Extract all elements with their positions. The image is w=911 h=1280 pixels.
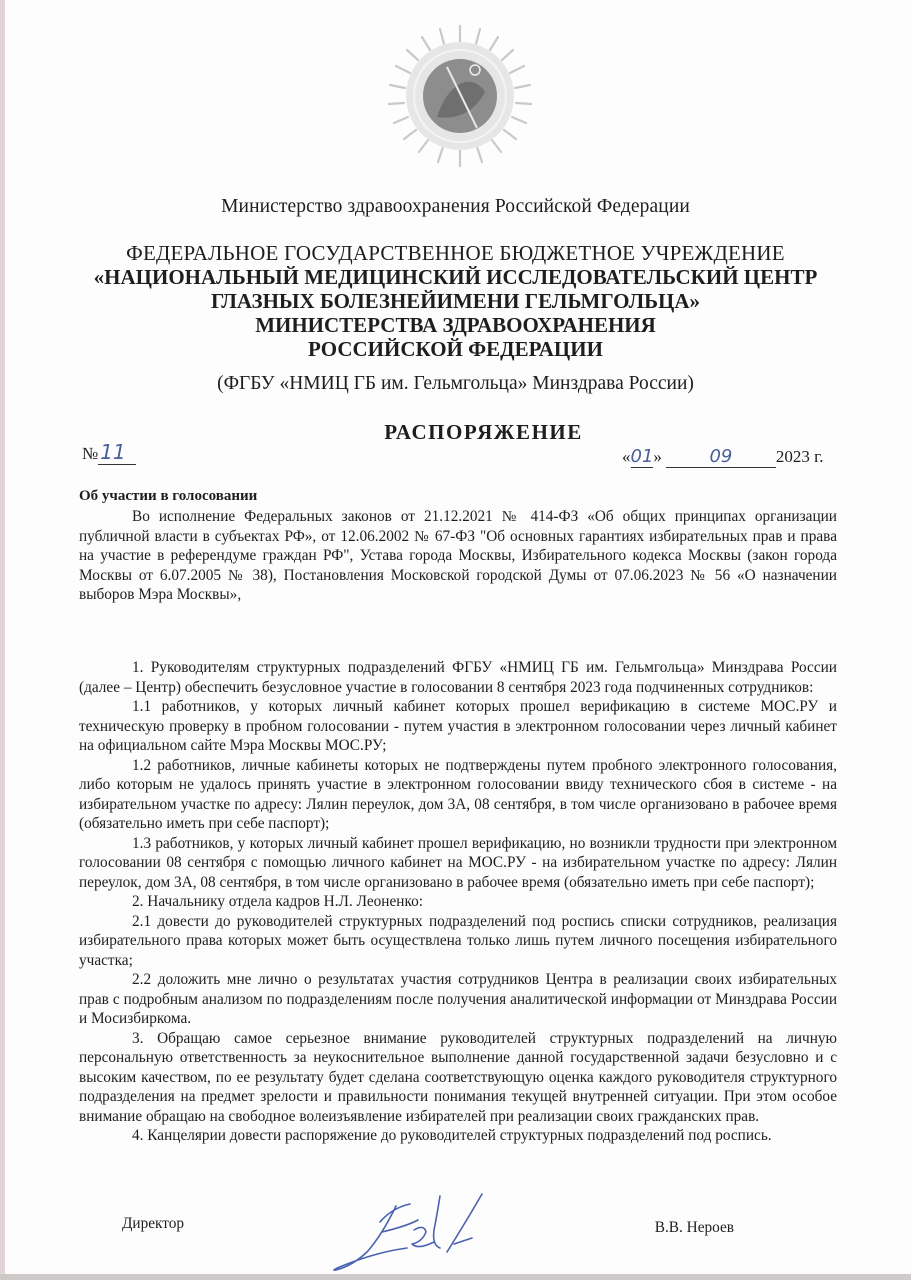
item-1-2: 1.2 работников, личные кабинеты которых не подтверждены путем пробного электронного голосования, либо которым не удалось принять участие в электронном голосовании ввиду технического сбоя в системе - на избирательном участке по адресу: Лялин переулок, дом 3А, 08 сентября, в том числе организовано в рабочее время (обязательно иметь при себе паспорт); [79,756,837,832]
ministry-name: Министерство здравоохранения Российской Федерации [221,196,690,217]
organization-line-3: ГЛАЗНЫХ БОЛЕЗНЕЙИМЕНИ ГЕЛЬМГОЛЬЦА» [211,289,700,313]
document-type-title: РАСПОРЯЖЕНИЕ [384,420,583,444]
date-year: 2023 г. [775,447,824,466]
organization-line-4: МИНИСТЕРСТВА ЗДРАВООХРАНЕНИЯ [255,313,656,337]
document-preamble [79,507,837,605]
item-2-1: 2.1 довести до руководителей структурных подразделений под роспись списки сотрудников, реализация избирательного права которых может быть осуществлена только лишь путем личного посещения избирательного участка; [79,912,837,969]
item-2-2: 2.2 доложить мне лично о результатах участия сотрудников Центра в реализации своих избирательных прав с подробным анализом по подразделениям после получения аналитической информации от Минздрава России и Мосизбиркома. [79,971,837,1027]
preamble-paragraph: Во исполнение Федеральных законов от 21.12.2021 № 414-ФЗ «Об общих принципах организации публичной власти в субъектах РФ», от 12.06.2002 № 67-ФЗ "Об основных гарантиях избирательных прав и права на участие в референдуме граждан РФ", Устава города Москвы, Избирательного кодекса Москвы (закон города Москвы от 6.07.2005 № 38), Постановления Московской городской Думы от 07.06.2023 № 56 «О назначении выборов Мэра Москвы», [79,508,837,603]
item-2: 2. Начальнику отдела кадров Н.Л. Леоненко: [132,893,423,910]
handwritten-signature-icon [322,1190,512,1272]
organization-short-name: (ФГБУ «НМИЦ ГБ им. Гельмгольца» Минздрава России) [217,373,694,394]
organization-line-2: «НАЦИОНАЛЬНЫЙ МЕДИЦИНСКИЙ ИССЛЕДОВАТЕЛЬСКИЙ ЦЕНТР [93,265,818,289]
date-open-quote: « [622,447,631,466]
item-1-1: 1.1 работников, у которых личный кабинет которых прошел верификацию в системе МОС.РУ и техническую проверку в пробном голосовании - путем участия в электронном голосовании через личный кабинет на официальном сайте Мэра Москвы МОС.РУ; [79,698,837,754]
document-date [622,446,823,468]
item-4: 4. Канцелярии довести распоряжение до руководителей структурных подразделений под роспись. [132,1127,772,1144]
date-day-handwritten: 01 [630,446,654,467]
organization-line-1: ФЕДЕРАЛЬНОЕ ГОСУДАРСТВЕННОЕ БЮДЖЕТНОЕ УЧРЕЖДЕНИЕ [126,241,785,265]
item-1-3: 1.3 работников, у которых личный кабинет прошел верификацию, но возникли трудности при электронном голосовании 08 сентября с помощью личного кабинет на МОС.РУ - на избирательном участке по адресу: Лялин переулок, дом 3А, 08 сентября, в том числе организовано в рабочее время (обязательно иметь при себе паспорт); [79,834,837,891]
number-handwritten: 11 [98,440,135,465]
item-3: 3. Обращаю самое серьезное внимание руководителей структурных подразделений на личную персональную ответственность за неукоснительное выполнение данной государственной задачи безусловно и с высоким качеством, по ее результату будет сделана соответствующую оценка каждого руководителя структурного подразделения на предмет зрелости и правильности понимания текущей внутренней ситуации. При этом особое внимание обращаю на свободное волеизъявление избирателей при реализации своих гражданских прав. [79,1029,837,1125]
document-subject: Об участии в голосовании [79,488,258,504]
signer-name: В.В. Нероев [654,1219,734,1236]
signer-title: Директор [122,1215,185,1232]
emblem-seal-icon [385,22,535,170]
number-prefix: № [82,444,99,463]
organization-line-5: РОССИЙСКОЙ ФЕДЕРАЦИИ [308,337,603,361]
date-close-quote: » [653,447,662,466]
date-month-handwritten: 09 [666,446,776,468]
page-bottom-edge [0,1274,911,1280]
document-items [79,658,837,1146]
document-number [82,440,136,464]
item-1: 1. Руководителям структурных подразделений ФГБУ «НМИЦ ГБ им. Гельмгольца» Минздрава России (далее – Центр) обеспечить безусловное участие в голосовании 8 сентября 2023 года подчиненных сотрудников: [79,659,837,696]
